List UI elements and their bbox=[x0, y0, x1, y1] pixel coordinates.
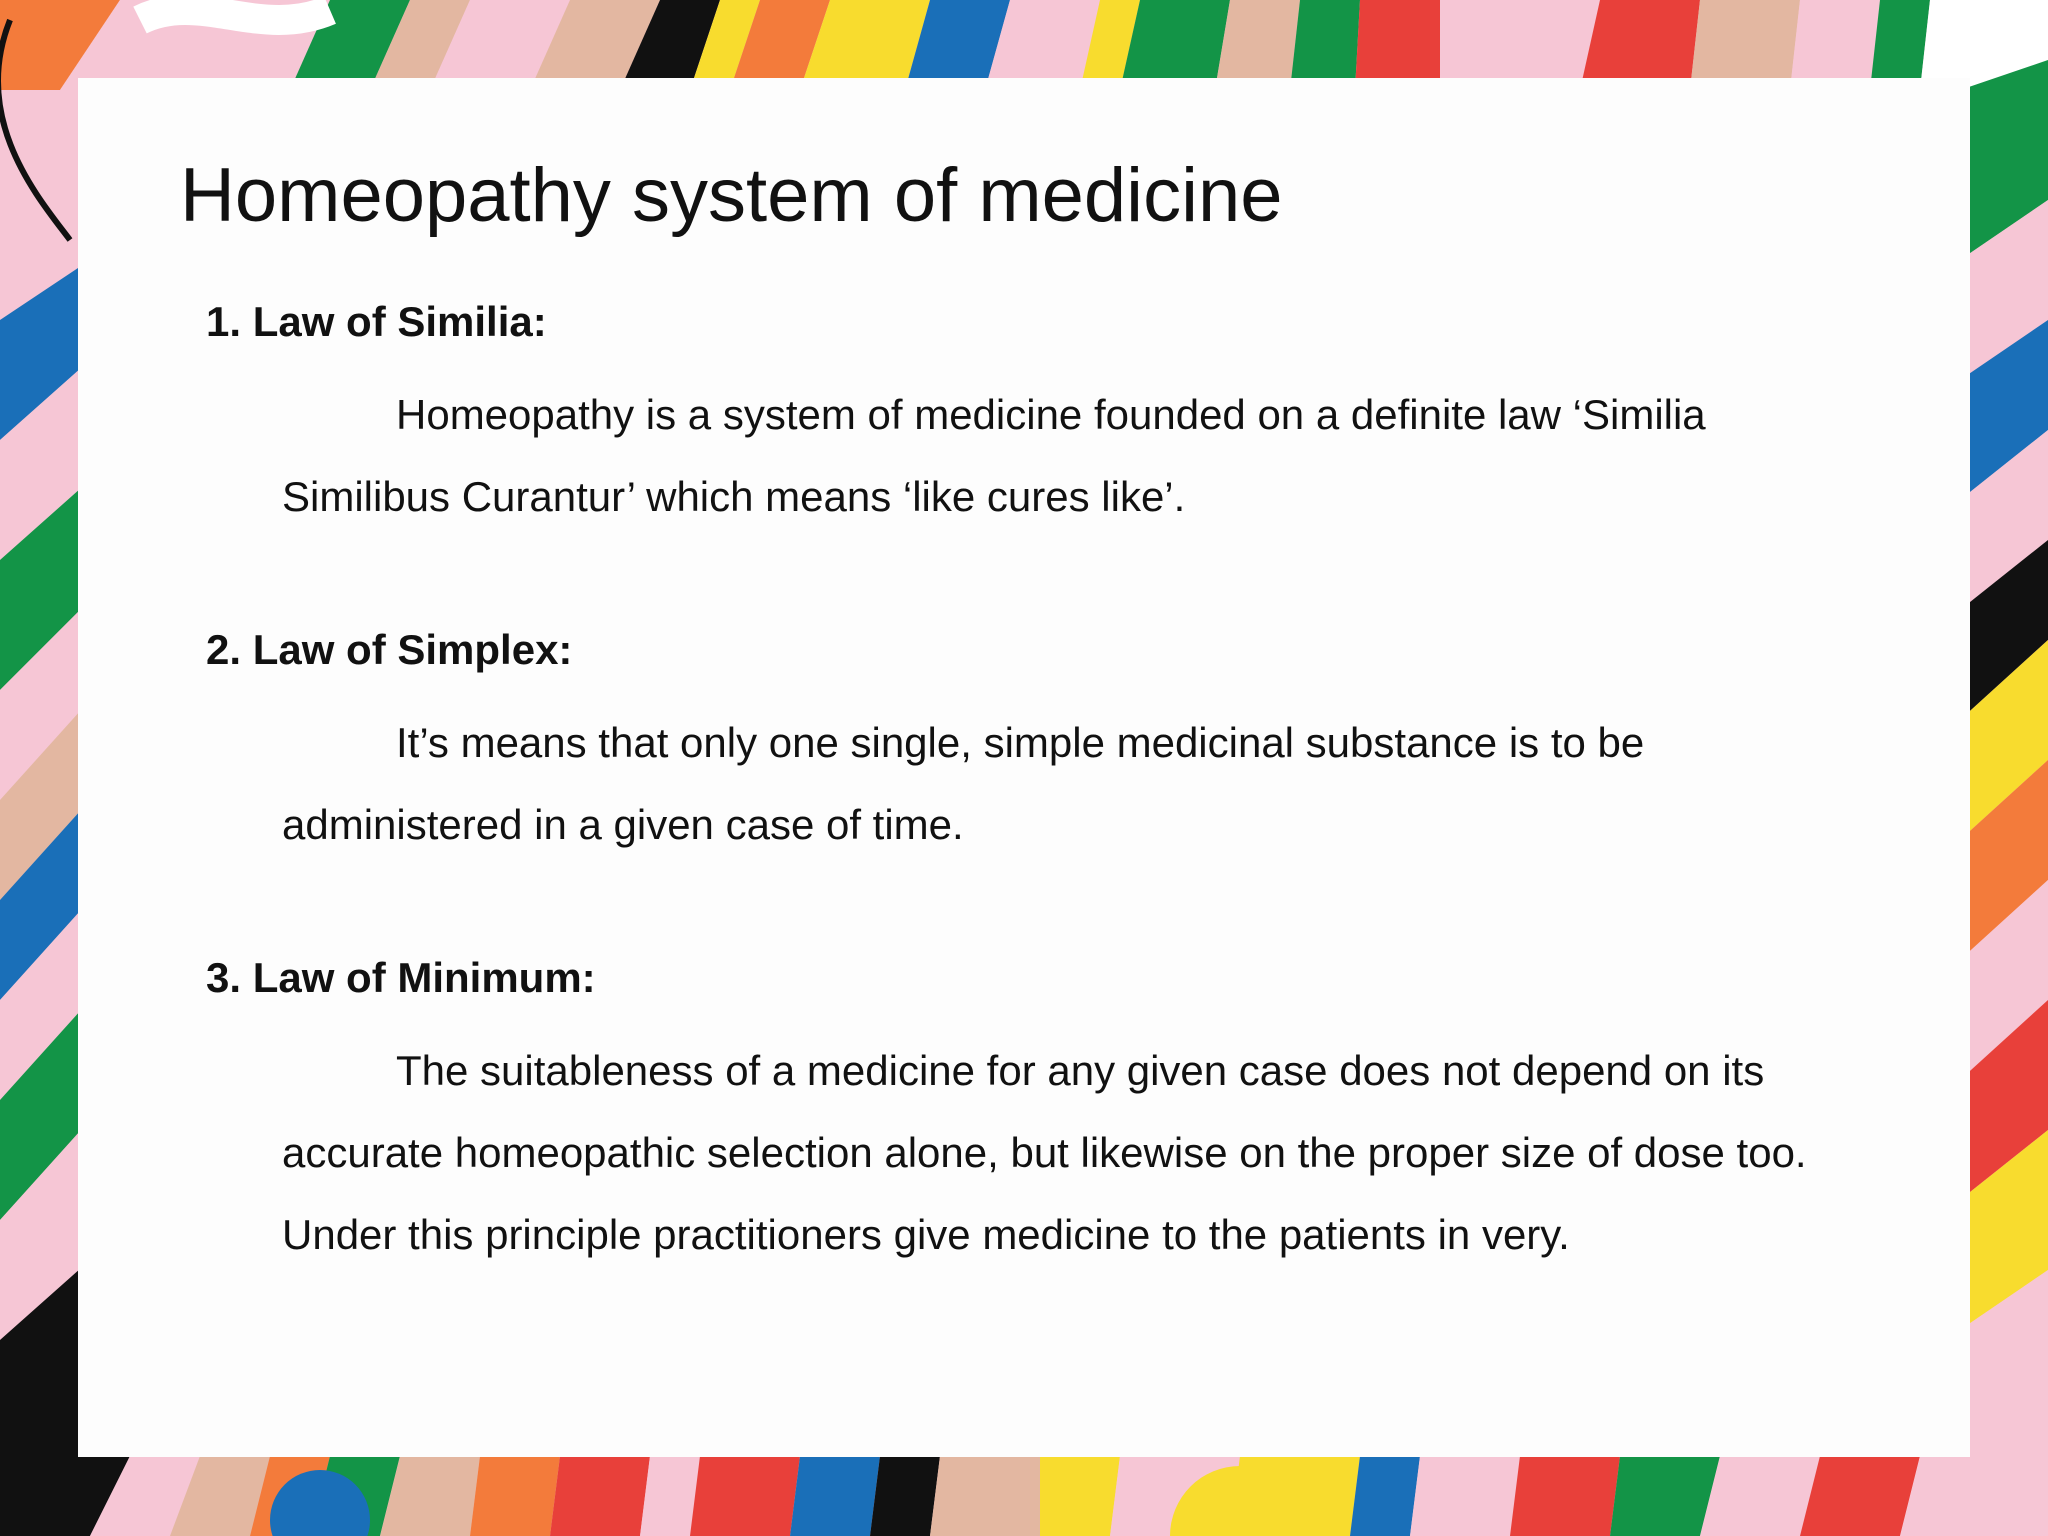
slide-title: Homeopathy system of medicine bbox=[180, 153, 1283, 238]
section-body: The suitableness of a medicine for any given case does not depend on its accurate homeopathic selection alone, but likewise on the proper size of dose too. Under this principle practitioners give medicine to the patients in very. bbox=[282, 1047, 1807, 1258]
section-law-of-similia bbox=[206, 292, 1846, 538]
section-law-of-simplex bbox=[206, 620, 1846, 866]
section-body: Homeopathy is a system of medicine founded on a definite law ‘Similia Similibus Curantur’ which means ‘like cures like’. bbox=[282, 391, 1706, 520]
top-stripes bbox=[0, 0, 2048, 90]
section-heading: 1. Law of Similia: bbox=[206, 298, 547, 345]
section-body: It’s means that only one single, simple medicinal substance is to be administered in a given case of time. bbox=[282, 719, 1645, 848]
left-stripes bbox=[0, 20, 90, 1460]
right-stripes bbox=[1960, 60, 2048, 1460]
section-law-of-minimum bbox=[206, 948, 1846, 1276]
section-heading: 2. Law of Simplex: bbox=[206, 626, 573, 673]
section-heading: 3. Law of Minimum: bbox=[206, 954, 596, 1001]
bottom-stripes bbox=[0, 1456, 2048, 1536]
